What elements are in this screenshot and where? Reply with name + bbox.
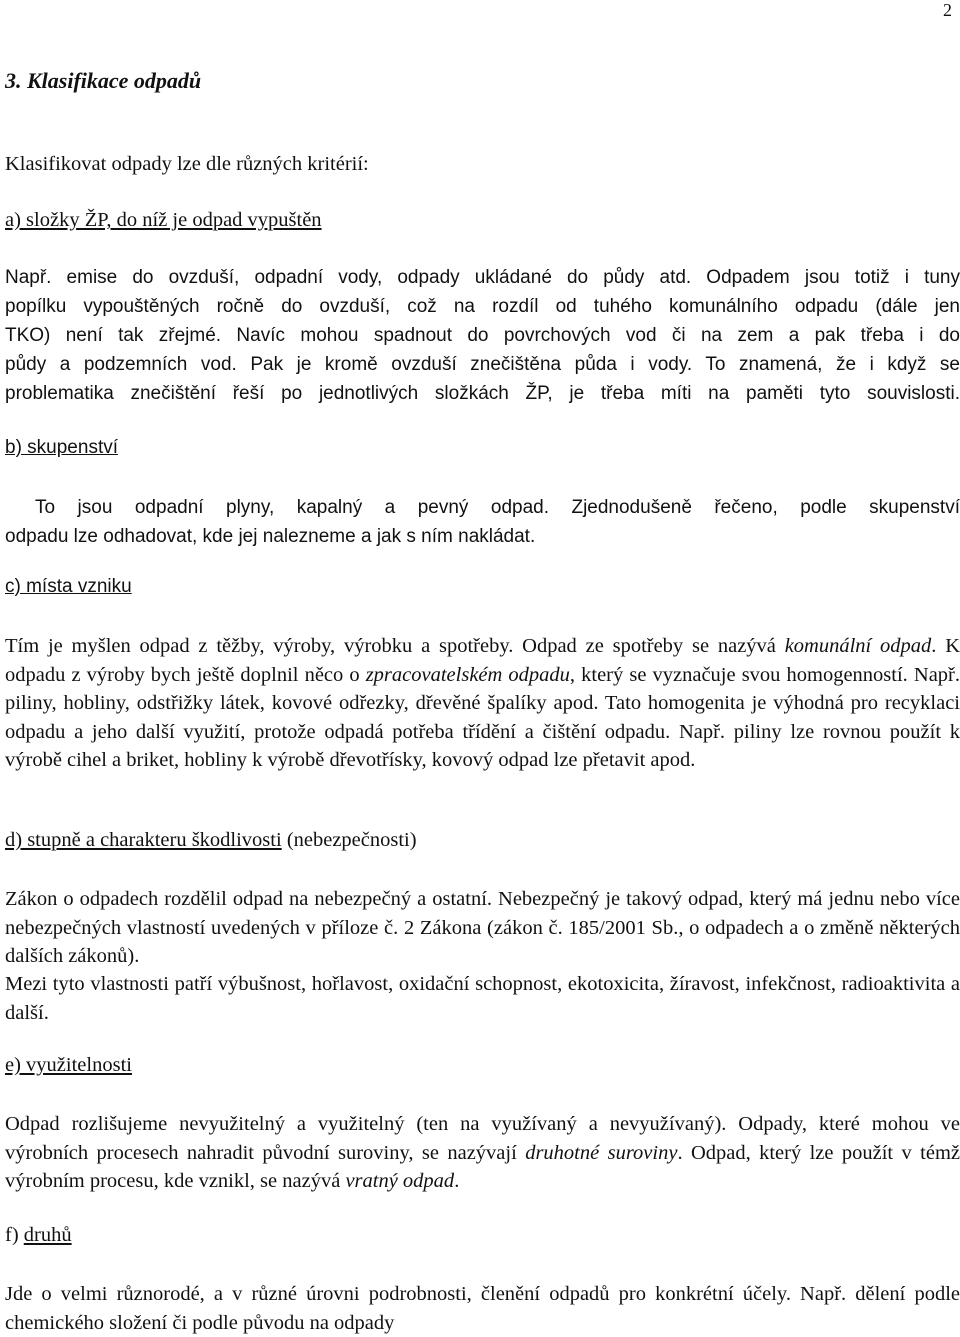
section-a-heading: a) složky ŽP, do níž je odpad vypuštěn	[5, 209, 322, 231]
section-a-paragraph	[5, 263, 960, 408]
section-b-paragraph	[5, 493, 960, 551]
section-c-text: , který se vyznačuje svou homogenností. Např. piliny, hobliny, odstřižky látek, kovové odřezky, dřevěné špalíky apod. Tato homogenita je výhodná pro recyklaci odpadu a jeho další využití, protože odpadá potřeba třídění a čištění odpadu. Např. piliny lze rovnou použít k výrobě cihel a briket, hobliny k výrobě dřevotřísky, kovový odpad lze přetavit apod.	[5, 663, 960, 771]
intro-text: Klasifikovat odpady lze dle různých kritérií:	[5, 153, 369, 175]
section-f-heading	[5, 1224, 960, 1247]
section-b-line: To jsou odpadní plyny, kapalný a pevný odpad. Zjednodušeně řečeno, podle skupenství	[35, 497, 960, 518]
term-komunalni-odpad: komunální odpad	[784, 635, 932, 657]
term-zpracovatelsky-odpad: zpracovatelském odpadu	[365, 663, 570, 686]
section-d-paragraph-1: Zákon o odpadech rozdělil odpad na nebezpečný a ostatní. Nebezpečný je takový odpad, který má jednu nebo více nebezpečných vlastností uvedených v příloze č. 2 Zákona (zákon č. 185/2001 Sb., o odpadech a o změně některých dalších zákonů).	[5, 888, 960, 967]
section-a-line: půdy a podzemních vod. Pak je kromě ovzduší znečištěna půda i vody. To znamená, že i když se	[5, 354, 960, 375]
section-e-heading: e) využitelnosti	[5, 1054, 132, 1076]
term-druhotne-suroviny: druhotné suroviny	[525, 1141, 678, 1164]
section-e-paragraph	[5, 1110, 960, 1196]
section-e-text: . Odpad, který lze použít v témž výrobním procesu, kde vznikl, se nazývá	[5, 1141, 960, 1192]
section-b-line: odpadu lze odhadovat, kde jej nalezneme a jak s ním nakládat.	[5, 526, 536, 547]
section-f-heading-underlined: druhů	[23, 1224, 72, 1246]
section-c-text: . K odpadu z výroby bych ještě doplnil něco o	[5, 635, 960, 686]
section-d-heading	[5, 829, 960, 852]
section-a-line: problematika znečištění řeší po jednotlivých složkách ŽP, je třeba míti na paměti tyto souvislosti.	[5, 383, 960, 404]
section-c-text: Tím je myšlen odpad z těžby, výroby, výrobku a spotřeby. Odpad ze spotřeby se nazývá	[5, 635, 785, 657]
page-title: 3. Klasifikace odpadů	[5, 68, 202, 93]
section-a-line: Např. emise do ovzduší, odpadní vody, odpady ukládané do půdy atd. Odpadem jsou totiž i tuny	[5, 267, 960, 288]
section-d-paragraph-2: Mezi tyto vlastnosti patří výbušnost, hořlavost, oxidační schopnost, ekotoxicita, žíravost, infekčnost, radioaktivita a další.	[5, 973, 960, 1024]
section-e-text: .	[454, 1170, 460, 1192]
page-number: 2	[943, 0, 952, 20]
section-b-heading: b) skupenství	[5, 437, 118, 458]
section-f-paragraph: Jde o velmi různorodé, a v různé úrovni podrobnosti, členění odpadů pro konkrétní účely. Např. dělení podle chemického složení či podle původu na odpady	[5, 1283, 960, 1334]
section-d-heading-underlined: d) stupně a charakteru škodlivosti	[5, 829, 282, 851]
section-f-heading-prefix: f)	[5, 1224, 24, 1246]
section-c-paragraph	[5, 632, 960, 775]
section-a-line: TKO) není tak zřejmé. Navíc mohou spadnout do povrchových vod či na zem a pak třeba i do	[5, 325, 960, 346]
section-e-text: Odpad rozlišujeme nevyužitelný a využitelný (ten na využívaný a nevyužívaný). Odpady, které mohou ve výrobních procesech nahradit původní suroviny, se nazývají	[5, 1113, 960, 1164]
term-vratny-odpad: vratný odpad	[345, 1170, 455, 1192]
section-a-line: popílku vypouštěných ročně do ovzduší, což na rozdíl od tuhého komunálního odpadu (dále jen	[5, 296, 960, 317]
section-d-heading-rest: (nebezpečnosti)	[281, 829, 417, 851]
section-c-heading: c) místa vzniku	[5, 576, 132, 597]
